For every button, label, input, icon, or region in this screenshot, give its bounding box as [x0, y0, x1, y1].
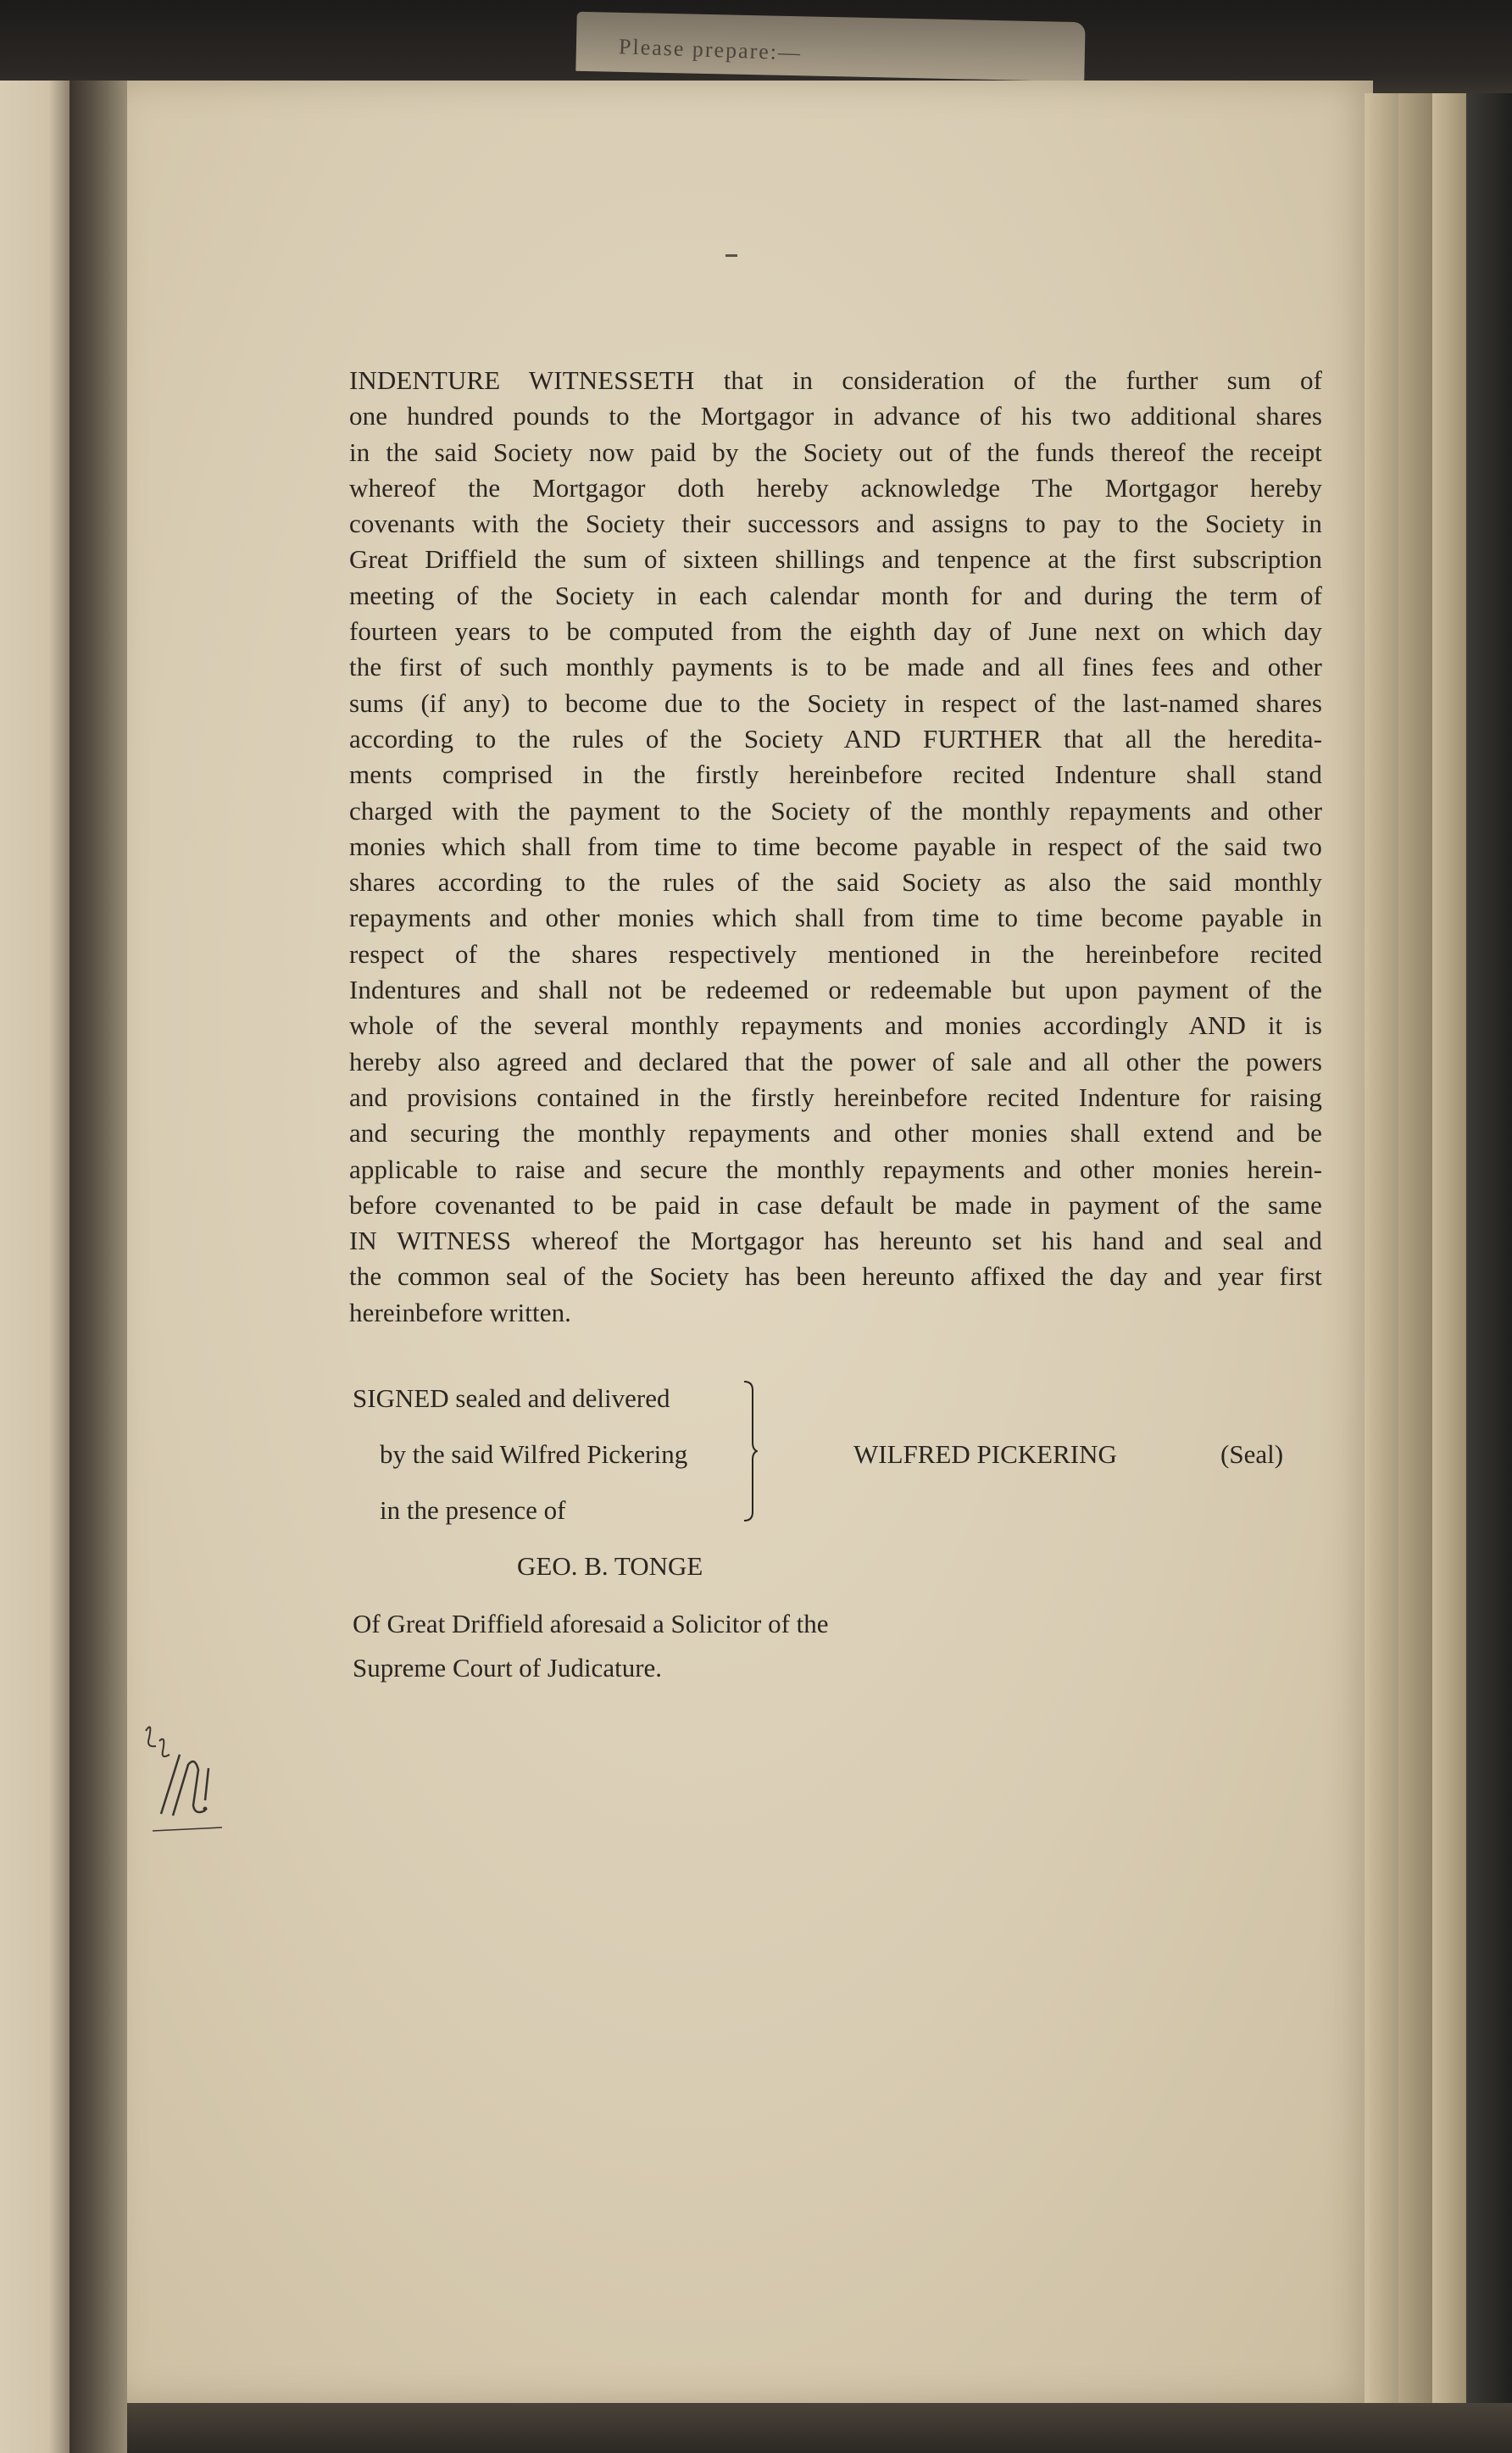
deed-line: IN WITNESS whereof the Mortgagor has hereunto set his hand and seal and	[349, 1226, 1322, 1256]
witness-description-line2: Supreme Court of Judicature.	[353, 1653, 663, 1683]
deed-line: charged with the payment to the Society of the monthly repayments and other	[349, 795, 1322, 826]
witness-name: GEO. B. TONGE	[517, 1551, 703, 1581]
deed-line: whole of the several monthly repayments and monies accordingly AND it is	[349, 1010, 1322, 1041]
deed-line: and securing the monthly repayments and other monies shall extend and be	[349, 1118, 1322, 1149]
deed-line: shares according to the rules of the said Society as also the said monthly	[349, 867, 1322, 898]
left-facing-page-edge	[0, 81, 69, 2453]
top-tab-text: Please prepare:—	[618, 34, 803, 65]
witness-description-line1: Of Great Driffield aforesaid a Solicitor of the	[353, 1609, 829, 1638]
deed-line: the common seal of the Society has been hereunto affixed the day and year first	[349, 1261, 1322, 1292]
deed-text-block	[349, 363, 1322, 1331]
attestation-by-line: by the said Wilfred Pickering	[380, 1439, 688, 1469]
printer-dash-mark	[725, 254, 737, 257]
deed-line: Indentures and shall not be redeemed or redeemable but upon payment of the	[349, 975, 1322, 1005]
attestation-signed-line: SIGNED sealed and delivered	[353, 1383, 670, 1413]
deed-line: meeting of the Society in each calendar month for and during the term of	[349, 580, 1322, 610]
deed-line: INDENTURE WITNESSETH that in consideration of the further sum of	[349, 365, 1322, 395]
deed-line: and provisions contained in the firstly hereinbefore recited Indenture for raising	[349, 1082, 1322, 1112]
deed-line: monies which shall from time to time become payable in respect of the said two	[349, 831, 1322, 861]
deed-line: before covenanted to be paid in case default be made in payment of the same	[349, 1189, 1322, 1220]
page-stack-edge	[1365, 93, 1398, 2433]
deed-line: according to the rules of the Society AND FURTHER that all the heredita-	[349, 723, 1322, 754]
deed-line: sums (if any) to become due to the Society in respect of the last-named shares	[349, 687, 1322, 718]
page-stack-edge	[1432, 93, 1466, 2433]
attestation-presence-line: in the presence of	[380, 1495, 566, 1525]
signatory-name: WILFRED PICKERING	[853, 1439, 1117, 1469]
deed-line: ments comprised in the firstly hereinbefore recited Indenture shall stand	[349, 759, 1322, 790]
brace-icon	[742, 1380, 758, 1522]
deed-line: hereinbefore written.	[349, 1297, 572, 1327]
deed-line: in the said Society now paid by the Society out of the funds thereof the receipt	[349, 437, 1322, 467]
seal-label: (Seal)	[1220, 1439, 1284, 1469]
deed-line: hereby also agreed and declared that the power of sale and all other the powers	[349, 1046, 1322, 1076]
deed-line: respect of the shares respectively mentioned in the hereinbefore recited	[349, 938, 1322, 969]
page-stack-edge	[1398, 93, 1432, 2433]
handwritten-marginal-initials	[127, 1704, 229, 1839]
binder-cover-edge	[1466, 93, 1512, 2433]
deed-line: applicable to raise and secure the monthly repayments and other monies herein-	[349, 1154, 1322, 1184]
deed-line: whereof the Mortgagor doth hereby acknowledge The Mortgagor hereby	[349, 472, 1322, 503]
deed-line: one hundred pounds to the Mortgagor in advance of his two additional shares	[349, 401, 1322, 431]
deed-line: fourteen years to be computed from the eighth day of June next on which day	[349, 616, 1322, 647]
book-gutter	[69, 81, 129, 2453]
bottom-shadow-band	[127, 2403, 1512, 2453]
deed-line: repayments and other monies which shall from time to time become payable in	[349, 903, 1322, 933]
deed-line: Great Driffield the sum of sixteen shillings and tenpence at the first subscription	[349, 544, 1322, 575]
deed-line: covenants with the Society their successors and assigns to pay to the Society in	[349, 509, 1322, 539]
deed-line: the first of such monthly payments is to be made and all fines fees and other	[349, 652, 1322, 682]
